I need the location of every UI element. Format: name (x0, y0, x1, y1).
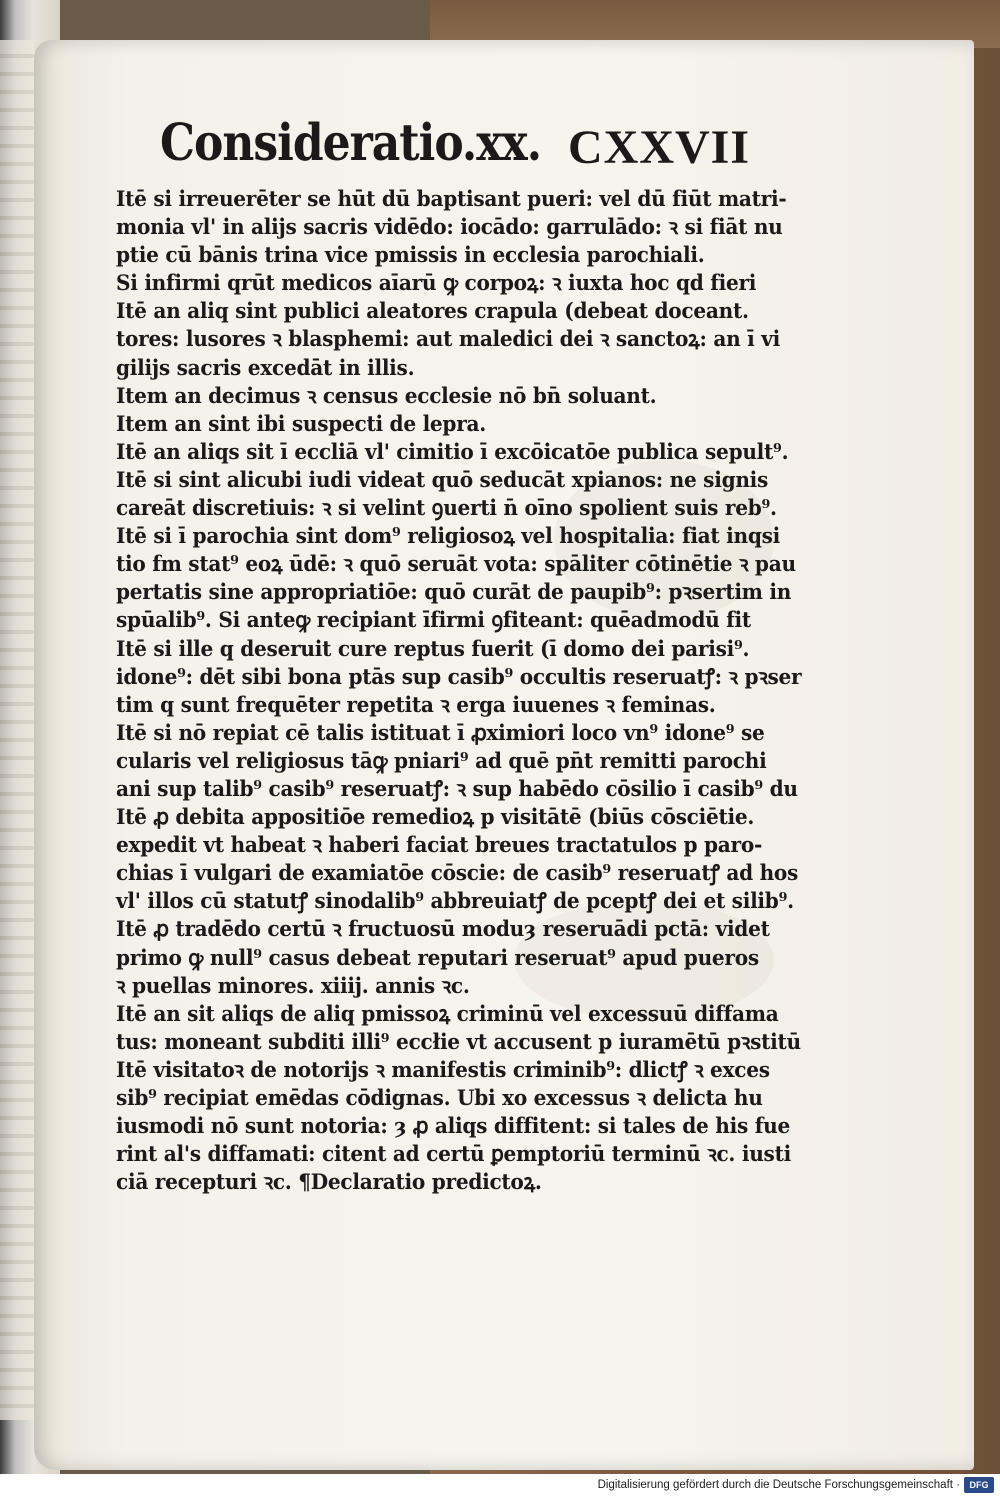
text-line: Itē si sint alicubi iudi videat quō seducāt xpianos: ne signis (116, 467, 769, 493)
text-line: Itē si nō repiat cē talis istituat ī ꝓximiori loco vn⁹ idone⁹ se (116, 720, 765, 746)
text-line: ptie cū bānis trina vice pmissis in ecclesia parochiali. (116, 243, 705, 269)
text-line: iusmodi nō sunt notoria: ȝ ꝓ aliqs diffitent: si tales de his fue (116, 1114, 790, 1140)
text-line: Itē an aliq sint publici aleatores crapula (debeat doceant. (116, 299, 749, 325)
text-line: Itē an aliqs sit ī eccliā vl' cimitio ī excōicatōe publica sepult⁹. (116, 439, 789, 465)
text-line: Itē si ille q deseruit cure reptus fuerit (ī domo dei parisi⁹. (116, 636, 750, 662)
text-line: Itē si irreuerēter se hūt dū baptisant pueri: vel dū fiūt matri- (116, 187, 787, 212)
digitization-credit: Digitalisierung gefördert durch die Deutsche Forschungsgemeinschaft · (597, 1479, 960, 1491)
text-line: spūalib⁹. Si anteꝙ recipiant īfirmi ꝯfiteant: quēadmodū fit (116, 608, 751, 634)
text-line: gilijs sacris excedāt in illis. (116, 355, 415, 381)
text-line: primo ꝙ null⁹ casus debeat reputari reseruat⁹ apud pueros (116, 945, 759, 971)
dfg-logo: DFG (964, 1477, 994, 1493)
text-line: rint al's diffamati: citent ad certū ꝑemptoriū terminū ꝛc. iusti (116, 1142, 791, 1168)
running-head: Consideratio.xx. (160, 114, 542, 173)
text-line: Itē ꝓ tradēdo certū ꝛ fructuosū moduȝ reseruādi pctā: videt (116, 917, 770, 943)
text-line: expedit vt habeat ꝛ haberi faciat breues tractatulos p paro- (116, 833, 763, 859)
text-line: idone⁹: dēt sibi bona ptās sup casib⁹ occultis reseruatꝭ: ꝛ pꝛser (116, 664, 802, 690)
page-header (116, 110, 756, 186)
text-line: Si infirmi qrūt medicos aīarū ꝙ corpoꝝ: ꝛ iuxta hoc qd fieri (116, 271, 757, 297)
text-line: Itē ꝓ debita appositiōe remedioꝝ p visitātē (biūs cōsciētie. (116, 805, 755, 831)
text-line: ꝛ puellas minores. xiiij. annis ꝛc. (116, 973, 470, 999)
page-text-block (116, 110, 802, 1197)
text-line: Item an decimus ꝛ census ecclesie nō bn̄ soluant. (116, 383, 657, 409)
text-line: vl' illos cū statutꝭ sinodalib⁹ abbreuiatꝭ de pceptꝭ dei et silib⁹. (116, 889, 794, 915)
text-line: tim q sunt frequēter repetita ꝛ erga iuuenes ꝛ feminas. (116, 692, 716, 718)
text-line: tio fm stat⁹ eoꝝ ūdē: ꝛ quō seruāt vota: spāliter cōtinētie ꝛ pau (116, 552, 796, 578)
text-line: pertatis sine appropriatiōe: quō curāt de paupib⁹: pꝛsertim in (116, 580, 792, 606)
text-line: careāt discretiuis: ꝛ si velint ꝯuerti n̄ oīno spolient suis reb⁹. (116, 496, 777, 522)
text-line: Itē si ī parochia sint dom⁹ religiosoꝝ vel hospitalia: fiat inqsi (116, 524, 781, 550)
text-line: ani sup talib⁹ casib⁹ reseruatꝭ: ꝛ sup habēdo cōsilio ī casib⁹ du (116, 776, 798, 802)
body-text (116, 186, 802, 1197)
text-line: monia vl' in alijs sacris vidēdo: iocādo: garrulādo: ꝛ si fiāt nu (116, 215, 783, 241)
folio-number: CXXVII (567, 121, 750, 174)
text-line: tus: moneant subditi illi⁹ eccłie vt accusent p iuramētū pꝛstitū (116, 1029, 801, 1055)
text-line: Itē an sit aliqs de aliq pmissoꝝ criminū vel excessuū diffama (116, 1001, 779, 1027)
text-line: cularis vel religiosus tāꝙ pniari⁹ ad quē pn̄t remitti parochi (116, 748, 767, 774)
text-line: Item an sint ibi suspecti de lepra. (116, 411, 486, 437)
text-line: ciā recepturi ꝛc. ¶Declaratio predictoꝝ. (116, 1170, 542, 1196)
text-line: Itē visitatoꝛ de notorijs ꝛ manifestis criminib⁹: dlictꝭ ꝛ exces (116, 1057, 770, 1083)
text-line: sib⁹ recipiat emēdas cōdignas. Ubi xo excessus ꝛ delicta hu (116, 1086, 763, 1111)
text-line: chias ī vulgari de examiatōe cōscie: de casib⁹ reseruatꝭ ad hos (116, 861, 799, 887)
text-line: tores: lusores ꝛ blasphemi: aut maledici dei ꝛ sanctoꝝ: an ī vi (116, 327, 780, 353)
facing-page-edge (0, 40, 34, 1420)
